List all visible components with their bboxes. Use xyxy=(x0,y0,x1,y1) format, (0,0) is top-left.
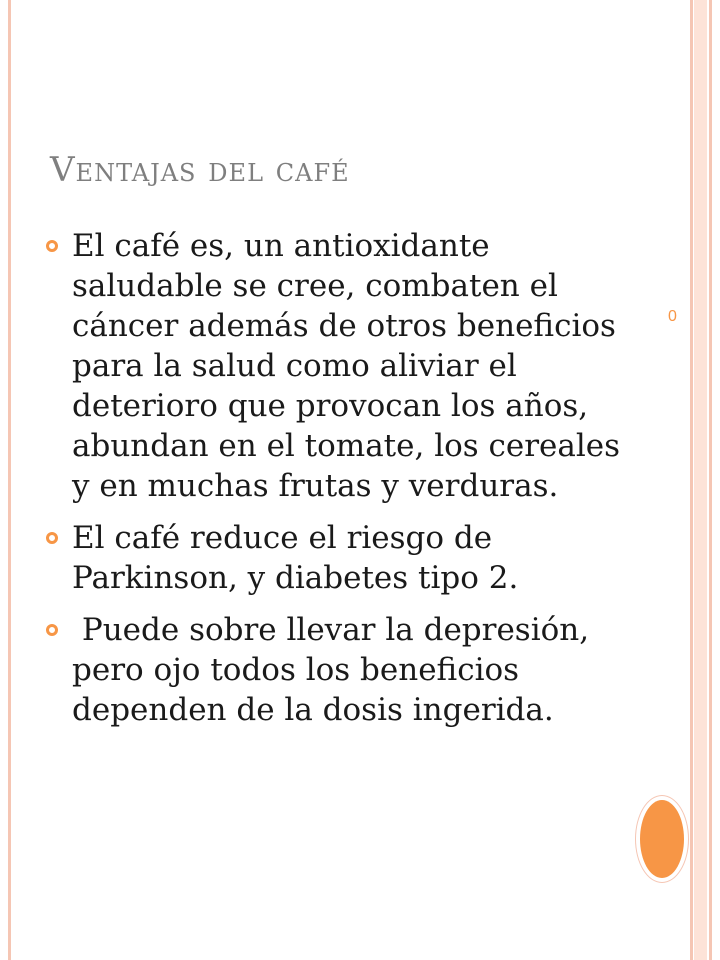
right-side-band xyxy=(694,0,707,960)
decorative-oval xyxy=(640,800,684,878)
bullet-circle-icon xyxy=(46,532,58,544)
left-frame-line xyxy=(8,0,11,960)
bullet-list xyxy=(46,226,646,742)
bullet-item xyxy=(46,518,646,598)
bullet-text: El café reduce el riesgo de Parkinson, y diabetes tipo 2. xyxy=(72,520,519,596)
slide-title: Ventajas del café xyxy=(50,150,350,190)
bullet-item xyxy=(46,226,646,506)
bullet-text: El café es, un antioxidante saludable se cree, combaten el cáncer además de otros beneficios para la salud como aliviar el deterioro que provocan los años, abundan en el tomate, los cereales y en muchas frutas y verduras. xyxy=(72,228,621,504)
bullet-text: Puede sobre llevar la depresión, pero ojo todos los beneficios dependen de la dosis ingerida. xyxy=(72,612,599,728)
right-frame-line-outer xyxy=(690,0,693,960)
right-frame-line-inner xyxy=(709,0,712,960)
bullet-item xyxy=(46,610,646,730)
bullet-circle-icon xyxy=(46,240,58,252)
slide-number: 0 xyxy=(668,308,677,325)
bullet-circle-icon xyxy=(46,624,58,636)
